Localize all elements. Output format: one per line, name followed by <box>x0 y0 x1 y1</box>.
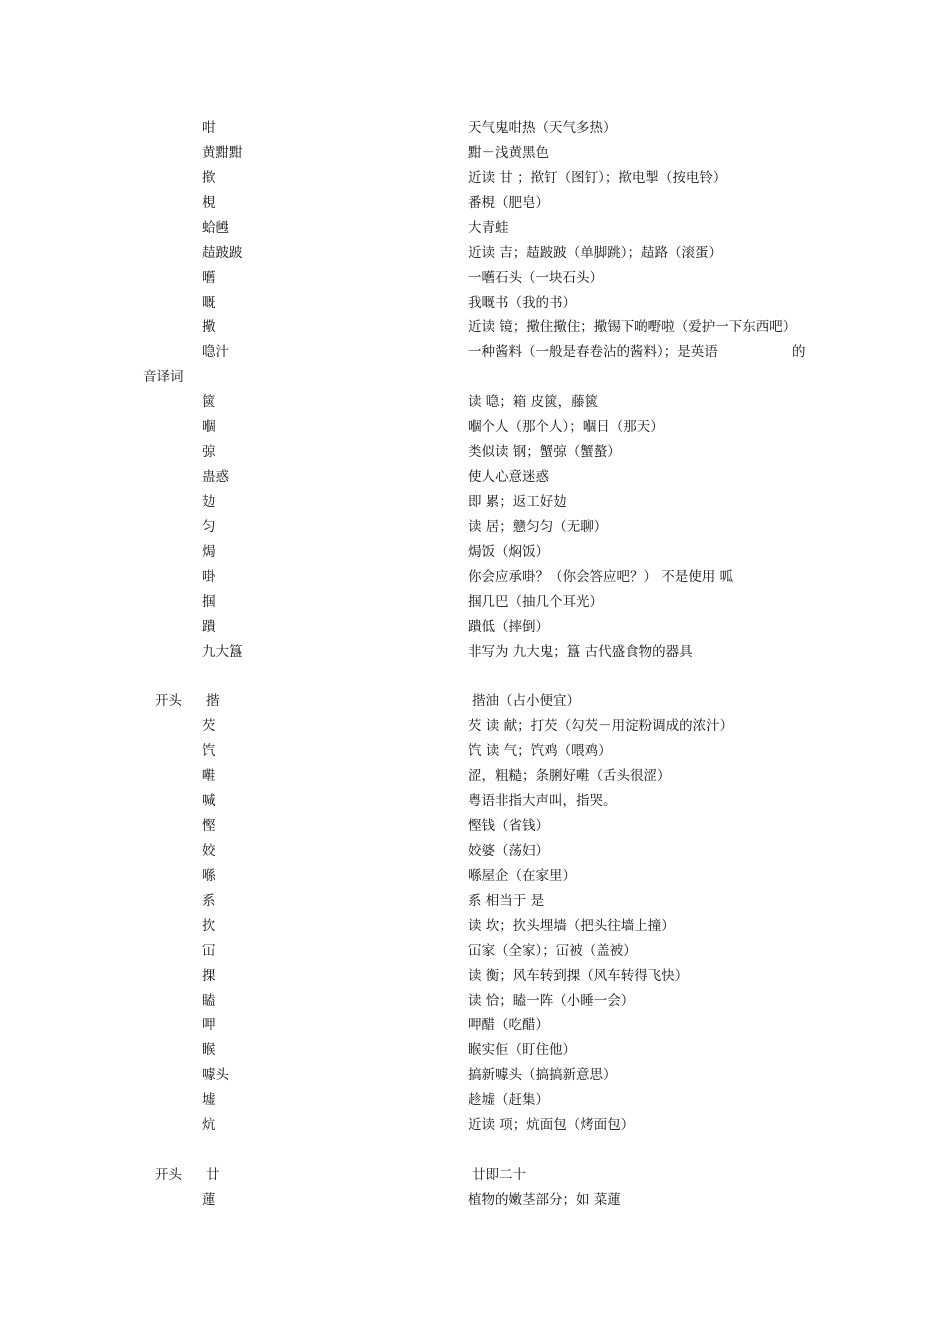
term: 蹪 <box>202 619 216 635</box>
list-item <box>0 168 950 188</box>
list-item <box>0 567 950 587</box>
term: 篋 <box>202 394 216 410</box>
wrapped-text: 音译词 <box>143 369 184 385</box>
list-item <box>0 293 950 313</box>
definition: 非写为 九大鬼；簋 古代盛食物的器具 <box>468 644 693 660</box>
definition: 读 喼；箱 皮篋，藤篋 <box>468 394 599 410</box>
definition: 近读 项；炕面包（烤面包） <box>468 1117 635 1133</box>
list-item <box>0 118 950 138</box>
definition: 植物的嫩茎部分；如 菜蓮 <box>468 1192 621 1208</box>
definition: 廿即二十 <box>472 1167 526 1183</box>
term: 饩 <box>202 743 216 759</box>
list-item <box>0 1065 950 1085</box>
definition: 读 居；戆匀匀（无聊） <box>468 519 608 535</box>
list-item <box>0 1190 950 1210</box>
list-item <box>0 1015 950 1035</box>
term: 捰 <box>202 968 216 984</box>
list-item <box>0 841 950 861</box>
definition: 你会应承啩？（你会答应吧？） 不是使用 呱 <box>468 569 734 585</box>
term: 蛊惑 <box>202 469 229 485</box>
definition: 天气鬼咁热（天气多热） <box>468 120 617 136</box>
definition: 一嚿石头（一块石头） <box>468 270 603 286</box>
list-item <box>0 417 950 437</box>
list-item <box>0 766 950 786</box>
definition: 饩 读 气；饩鸡（喂鸡） <box>468 743 612 759</box>
definition: 冚家（全家）；冚被（盖被） <box>468 943 637 959</box>
definition: 趁墟（赶集） <box>468 1092 549 1108</box>
list-item <box>0 143 950 163</box>
definition: 蹪低（摔倒） <box>468 619 549 635</box>
list-item <box>0 1090 950 1110</box>
term: 瞌 <box>202 993 216 1009</box>
list-item <box>0 268 950 288</box>
definition: 读 坎；扻头埋墙（把头往墙上撞） <box>468 918 675 934</box>
term: 梘 <box>202 195 216 211</box>
list-item <box>0 617 950 637</box>
term: 嗰 <box>202 419 216 435</box>
list-item <box>0 342 950 362</box>
definition: 即 累；返工好攰 <box>468 494 567 510</box>
term: 喼汁 <box>202 344 229 360</box>
term: 姣 <box>202 843 216 859</box>
section-lead: 开头 <box>155 1167 182 1183</box>
definition: 近读 甘 ；揿钉（图钉）；揿电掣（按电铃） <box>468 170 727 186</box>
term: 喺 <box>202 868 216 884</box>
list-item <box>0 492 950 512</box>
list-item <box>0 816 950 836</box>
definition: 系 相当于 是 <box>468 893 545 909</box>
list-item <box>0 642 950 662</box>
list-item <box>0 542 950 562</box>
term: 攰 <box>202 494 216 510</box>
list-item <box>0 941 950 961</box>
definition: 喺屋企（在家里） <box>468 868 576 884</box>
definition: 我嘅书（我的书） <box>468 295 576 311</box>
term: 喊 <box>202 793 216 809</box>
list-item <box>0 218 950 238</box>
list-item <box>0 193 950 213</box>
term: 咁 <box>202 120 216 136</box>
definition: 嗰个人（那个人）；嗰日（那天） <box>468 419 664 435</box>
list-item <box>0 592 950 612</box>
term: 嘅 <box>202 295 216 311</box>
list-item <box>0 866 950 886</box>
term: 揿 <box>202 170 216 186</box>
term: 掴 <box>202 594 216 610</box>
definition: 揩油（占小便宜） <box>472 693 580 709</box>
term: 芡 <box>202 718 216 734</box>
term: 弶 <box>202 444 216 460</box>
section-lead: 开头 <box>155 693 182 709</box>
term: 系 <box>202 893 216 909</box>
list-item <box>0 741 950 761</box>
term: 嚿 <box>202 270 216 286</box>
term: 揩 <box>206 693 220 709</box>
definition: 类似读 钢；蟹弶（蟹螯） <box>468 444 621 460</box>
term: 慳 <box>202 818 216 834</box>
definition: 黚－浅黄黑色 <box>468 145 549 161</box>
term: 焗 <box>202 544 216 560</box>
term: 蓮 <box>202 1192 216 1208</box>
list-item <box>0 243 950 263</box>
definition: 粤语非指大声叫，指哭。 <box>468 793 617 809</box>
term: 黄黚黚 <box>202 145 243 161</box>
list-item <box>0 966 950 986</box>
definition: 涩，粗糙；条脷好嚡（舌头很涩） <box>468 768 671 784</box>
term: 扻 <box>202 918 216 934</box>
term: 炕 <box>202 1117 216 1133</box>
list-item <box>0 317 950 337</box>
definition: 使人心意迷惑 <box>468 469 549 485</box>
definition: 番梘（肥皂） <box>468 195 549 211</box>
term: 蛤乸 <box>202 220 229 236</box>
definition: 读 衡；风车转到捰（风车转得飞快） <box>468 968 689 984</box>
definition: 读 恰；瞌一阵（小睡一会） <box>468 993 635 1009</box>
list-item <box>0 791 950 811</box>
list-item <box>0 991 950 1011</box>
term: 噱头 <box>202 1067 229 1083</box>
list-item <box>0 442 950 462</box>
list-item <box>0 1040 950 1060</box>
term: 趌跛跛 <box>202 245 243 261</box>
term: 嚡 <box>202 768 216 784</box>
term: 匀 <box>202 519 216 535</box>
list-item <box>0 891 950 911</box>
list-item <box>0 1165 950 1185</box>
term: 呷 <box>202 1017 216 1033</box>
list-item <box>0 517 950 537</box>
definition: 焗饭（焖饭） <box>468 544 549 560</box>
list-item <box>0 1115 950 1135</box>
definition: 一种酱料（一般是春卷沾的酱料）；是英语 <box>468 344 718 360</box>
definition: 搞新噱头（搞搞新意思） <box>468 1067 617 1083</box>
definition: 呷醋（吃醋） <box>468 1017 549 1033</box>
definition: 姣婆（荡妇） <box>468 843 549 859</box>
list-item <box>0 392 950 412</box>
term: 墟 <box>202 1092 216 1108</box>
definition: 芡 读 献；打芡（勾芡－用淀粉调成的浓汁） <box>468 718 734 734</box>
wrapped-line <box>0 367 950 387</box>
list-item <box>0 716 950 736</box>
definition: 睺实佢（盯住他） <box>468 1042 576 1058</box>
definition: 近读 镜；擏住擏住；擏锡下啲嘢啦（爱护一下东西吧） <box>468 319 797 335</box>
term: 啩 <box>202 569 216 585</box>
definition-tail: 的 <box>792 344 806 360</box>
definition: 慳钱（省钱） <box>468 818 549 834</box>
term: 睺 <box>202 1042 216 1058</box>
definition: 大青蛙 <box>468 220 509 236</box>
definition: 近读 吉；趌跛跛（单脚跳）；趌路（滚蛋） <box>468 245 723 261</box>
list-item <box>0 916 950 936</box>
term: 擏 <box>202 319 216 335</box>
term: 廿 <box>206 1167 220 1183</box>
term: 冚 <box>202 943 216 959</box>
list-item <box>0 691 950 711</box>
term: 九大簋 <box>202 644 243 660</box>
definition: 掴几巴（抽几个耳光） <box>468 594 603 610</box>
list-item <box>0 467 950 487</box>
